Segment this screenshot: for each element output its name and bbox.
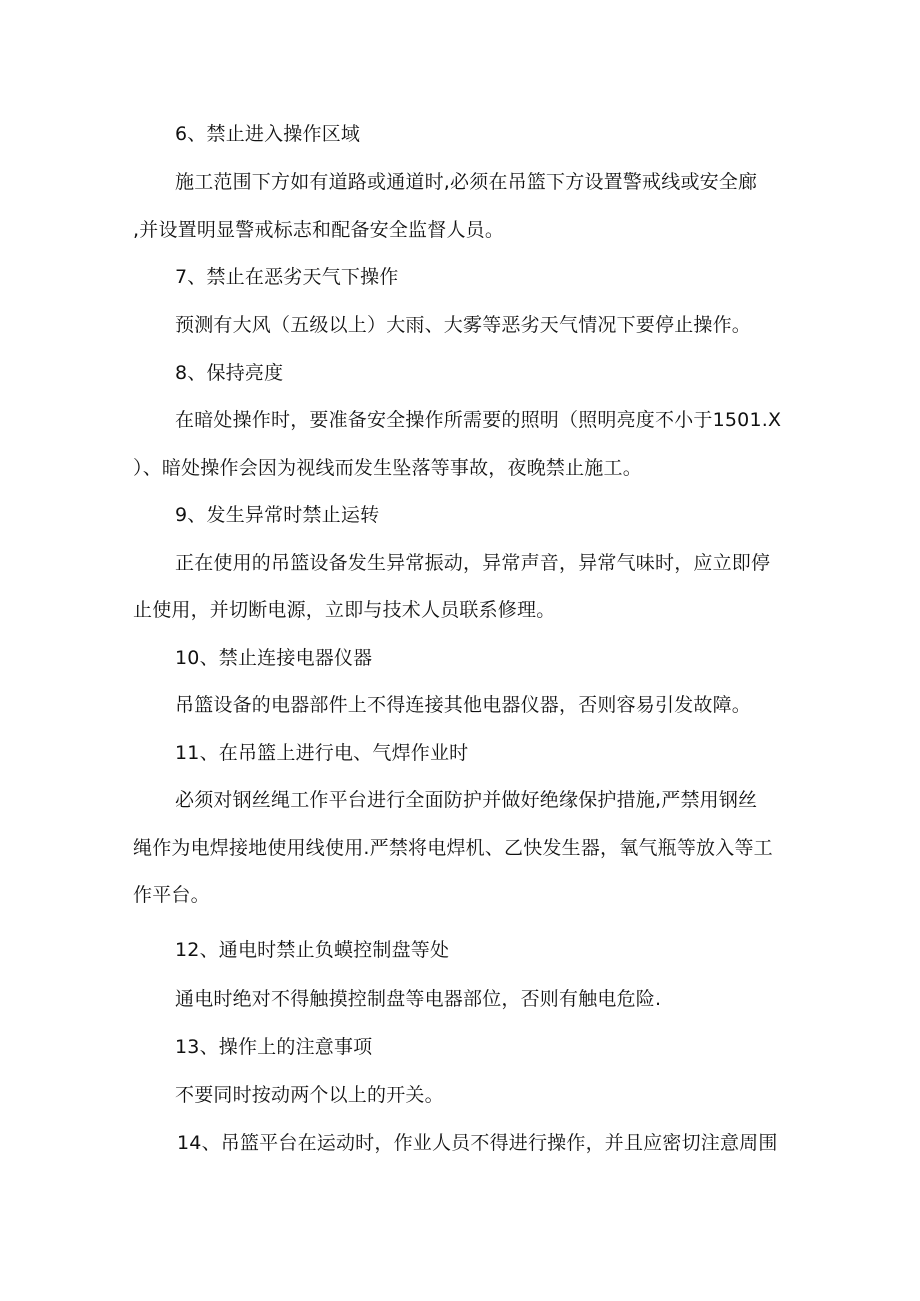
paragraph-13: 不要同时按动两个以上的开关。 <box>175 1084 444 1106</box>
paragraph-12: 通电时绝对不得触摸控制盘等电器部位，否则有触电危险. <box>175 988 662 1010</box>
paragraph-6-line-1: 施工范围下方如有道路或通道时,必须在吊篮下方设置警戒线或安全廊 <box>175 171 758 193</box>
heading-6: 6、禁止进入操作区域 <box>175 123 361 145</box>
heading-9: 9、发生异常时禁止运转 <box>175 504 380 526</box>
heading-13: 13、操作上的注意事项 <box>175 1036 373 1058</box>
heading-12: 12、通电时禁止负蟆控制盘等处 <box>175 939 450 961</box>
heading-11: 11、在吊篮上进行电、气焊作业时 <box>175 742 469 764</box>
heading-14: 14、吊篮平台在运动时，作业人员不得进行操作，并且应密切注意周围 <box>177 1132 778 1154</box>
paragraph-11-line-3: 作平台。 <box>133 884 210 906</box>
paragraph-9-line-2: 止使用，并切断电源，立即与技术人员联系修理。 <box>133 599 556 621</box>
paragraph-9-line-1: 正在使用的吊篮设备发生异常振动，异常声音，异常气味时，应立即停 <box>175 552 771 574</box>
heading-10: 10、禁止连接电器仪器 <box>175 647 373 669</box>
heading-7: 7、禁止在恶劣天气下操作 <box>175 266 399 288</box>
heading-8: 8、保持亮度 <box>175 362 284 384</box>
paragraph-11-line-2: 绳作为电焊接地使用线使用.严禁将电焊机、乙快发生器，氧气瓶等放入等工 <box>133 837 773 859</box>
paragraph-7: 预测有大风（五级以上）大雨、大雾等恶劣天气情况下要停止操作。 <box>175 314 752 336</box>
paragraph-8-line-1: 在暗处操作时，要准备安全操作所需要的照明（照明亮度不小于1501.X <box>175 409 782 431</box>
paragraph-6-line-2: ,并设置明显警戒标志和配备安全监督人员。 <box>133 219 505 241</box>
paragraph-8-line-2: ）、暗处操作会因为视线而发生坠落等事故，夜晚禁止施工。 <box>133 457 642 479</box>
paragraph-11-line-1: 必须对钢丝绳工作平台进行全面防护并做好绝缘保护措施,严禁用钢丝 <box>175 789 758 811</box>
paragraph-10: 吊篮设备的电器部件上不得连接其他电器仪器，否则容易引发故障。 <box>175 694 752 716</box>
